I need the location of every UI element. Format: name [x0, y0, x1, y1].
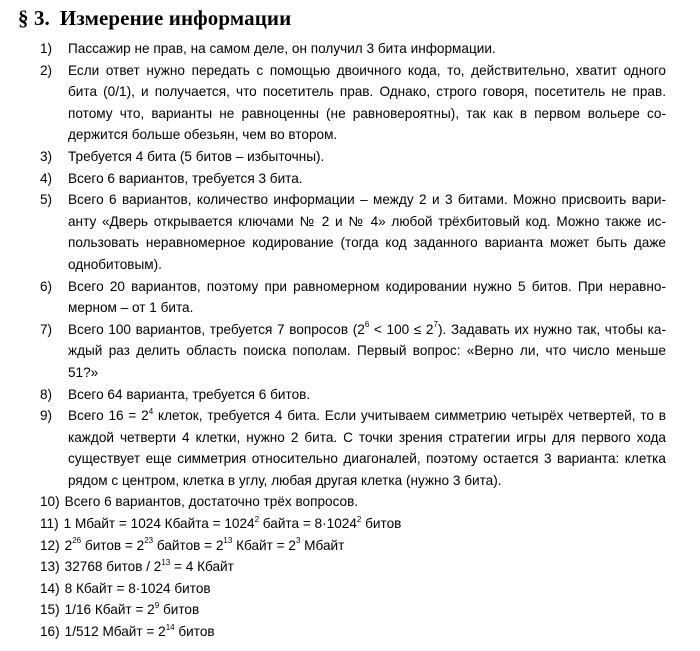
item-line: однобитовым).	[68, 256, 162, 272]
section-number: § 3.	[18, 6, 50, 30]
answer-item-3	[40, 146, 666, 168]
item-line: Всего 20 вариантов, поэтому при равномерном кодировании нужно 5 битов. При неравно-	[68, 278, 666, 294]
text-fragment: байта = 8·1024	[259, 516, 357, 532]
item-number: 8)	[40, 386, 53, 402]
exponent: 2	[254, 514, 260, 524]
text-fragment: 1/16 Кбайт = 2	[64, 602, 155, 618]
exponent: 13	[223, 536, 233, 546]
text-fragment: 32768 битов / 2	[64, 559, 162, 575]
text-fragment: ). Задавать их нужно так, чтобы ка-	[437, 321, 666, 337]
item-number: 2)	[40, 62, 53, 78]
exponent: 13	[161, 557, 171, 567]
item-text: 8 Кбайт = 8·1024 битов	[64, 580, 211, 596]
item-number: 3)	[40, 148, 53, 164]
answer-item-6	[40, 276, 666, 319]
answer-item-1	[40, 38, 666, 60]
text-fragment: 2	[64, 537, 73, 553]
text-fragment: Всего 100 вариантов, требуется 7 вопросов (2	[68, 321, 365, 337]
exponent: 3	[295, 536, 301, 546]
item-number: 16)	[40, 624, 60, 640]
text-fragment: байтов = 2	[153, 537, 224, 553]
exponent: 2	[356, 514, 362, 524]
item-line: Всего 64 варианта, требуется 6 битов.	[68, 386, 311, 402]
text-fragment: Кбайт = 2	[232, 537, 296, 553]
text-fragment: битов	[361, 516, 402, 532]
item-line: рядом с центром, клетка в углу, любая другая клетка (нужно 3 бита).	[68, 472, 502, 488]
item-line: анту «Дверь открывается ключами № 2 и № 4» любой трёхбитовый код. Можно также ис-	[68, 213, 666, 229]
item-line: Пассажир не прав, на самом деле, он получил 3 бита информации.	[68, 41, 496, 56]
exponent: 9	[154, 600, 160, 610]
item-line: пользовать неравномерное кодирование (тогда код заданного варианта может быть даже	[68, 235, 666, 251]
item-number: 14)	[40, 580, 60, 596]
exponent: 6	[364, 320, 370, 330]
text-fragment: битов	[159, 602, 200, 618]
text-fragment: Мбайт	[300, 537, 345, 553]
item-number: 6)	[40, 278, 53, 294]
item-line	[68, 319, 666, 341]
answer-item-7	[40, 319, 666, 384]
item-line: существует еще симметрия относительно диагоналей, поэтому остается 3 варианта: клетка	[68, 451, 666, 467]
text-fragment: 1 Мбайт = 1024 Кбайта = 1024	[63, 516, 255, 532]
item-line: каждой четверти 4 клетки, нужно 2 бита. С точки зрения стратегии игры для первого хода	[68, 429, 666, 445]
item-number: 13)	[40, 559, 60, 575]
text-fragment: битов	[174, 624, 215, 640]
item-line: мерном – от 1 бита.	[68, 300, 194, 316]
item-number: 12)	[40, 537, 60, 553]
answer-item-14	[40, 578, 666, 600]
answer-item-5	[40, 189, 666, 275]
item-line: держится больше обезьян, чем во втором.	[68, 127, 338, 143]
answer-item-16	[40, 621, 666, 643]
item-number: 15)	[40, 602, 60, 618]
text-fragment: битов = 2	[81, 537, 145, 553]
answer-item-13	[40, 556, 666, 578]
text-fragment: < 100 ≤ 2	[369, 321, 434, 337]
item-number: 10)	[40, 494, 60, 510]
answer-item-15	[40, 599, 666, 621]
text-fragment: = 4 Кбайт	[170, 559, 234, 575]
section-heading	[18, 6, 291, 31]
answer-item-2	[40, 60, 666, 146]
item-number: 4)	[40, 170, 53, 186]
exponent: 4	[148, 406, 154, 416]
item-line: Если ответ нужно передать с помощью двоичного кода, то, действительно, хватит одного	[68, 62, 666, 78]
text-fragment: Всего 16 = 2	[68, 408, 149, 424]
answer-item-4	[40, 168, 666, 190]
item-text: Всего 6 вариантов, достаточно трёх вопросов.	[64, 494, 359, 510]
exponent: 23	[144, 536, 154, 546]
exponent: 26	[72, 536, 82, 546]
answer-item-8	[40, 384, 666, 406]
section-title: Измерение информации	[59, 6, 292, 30]
item-line: Всего 6 вариантов, количество информации – между 2 и 3 битами. Можно присвоить вари-	[68, 192, 666, 208]
item-line: потому что, варианты не равноценны (не равновероятны), так как в первом вольере со-	[68, 105, 666, 121]
item-number: 5)	[40, 192, 53, 208]
answer-item-10	[40, 491, 666, 513]
text-fragment: клеток, требуется 4 бита. Если учитываем симметрию четырёх четвертей, то в	[153, 408, 667, 424]
answer-item-11	[40, 513, 666, 535]
item-number: 1)	[40, 41, 53, 56]
item-line: Требуется 4 бита (5 битов – избыточны).	[68, 148, 325, 164]
item-number: 11)	[40, 516, 59, 532]
answers-list	[40, 38, 666, 643]
item-line	[68, 405, 666, 427]
exponent: 7	[433, 320, 438, 330]
exponent: 14	[165, 622, 175, 632]
item-line: бита (0/1), и получается, что посетитель прав. Однако, строго говоря, посетитель не прав.	[68, 84, 666, 100]
item-line: Всего 6 вариантов, требуется 3 бита.	[68, 170, 303, 186]
item-line: 51?»	[68, 364, 99, 380]
text-fragment: 1/512 Мбайт = 2	[64, 624, 166, 640]
answer-item-12	[40, 535, 666, 557]
item-number: 9)	[40, 408, 53, 424]
item-line: ждый раз делить область поиска пополам. Первый вопрос: «Верно ли, что число меньше	[68, 343, 666, 359]
item-number: 7)	[40, 321, 53, 337]
answer-item-9	[40, 405, 666, 491]
